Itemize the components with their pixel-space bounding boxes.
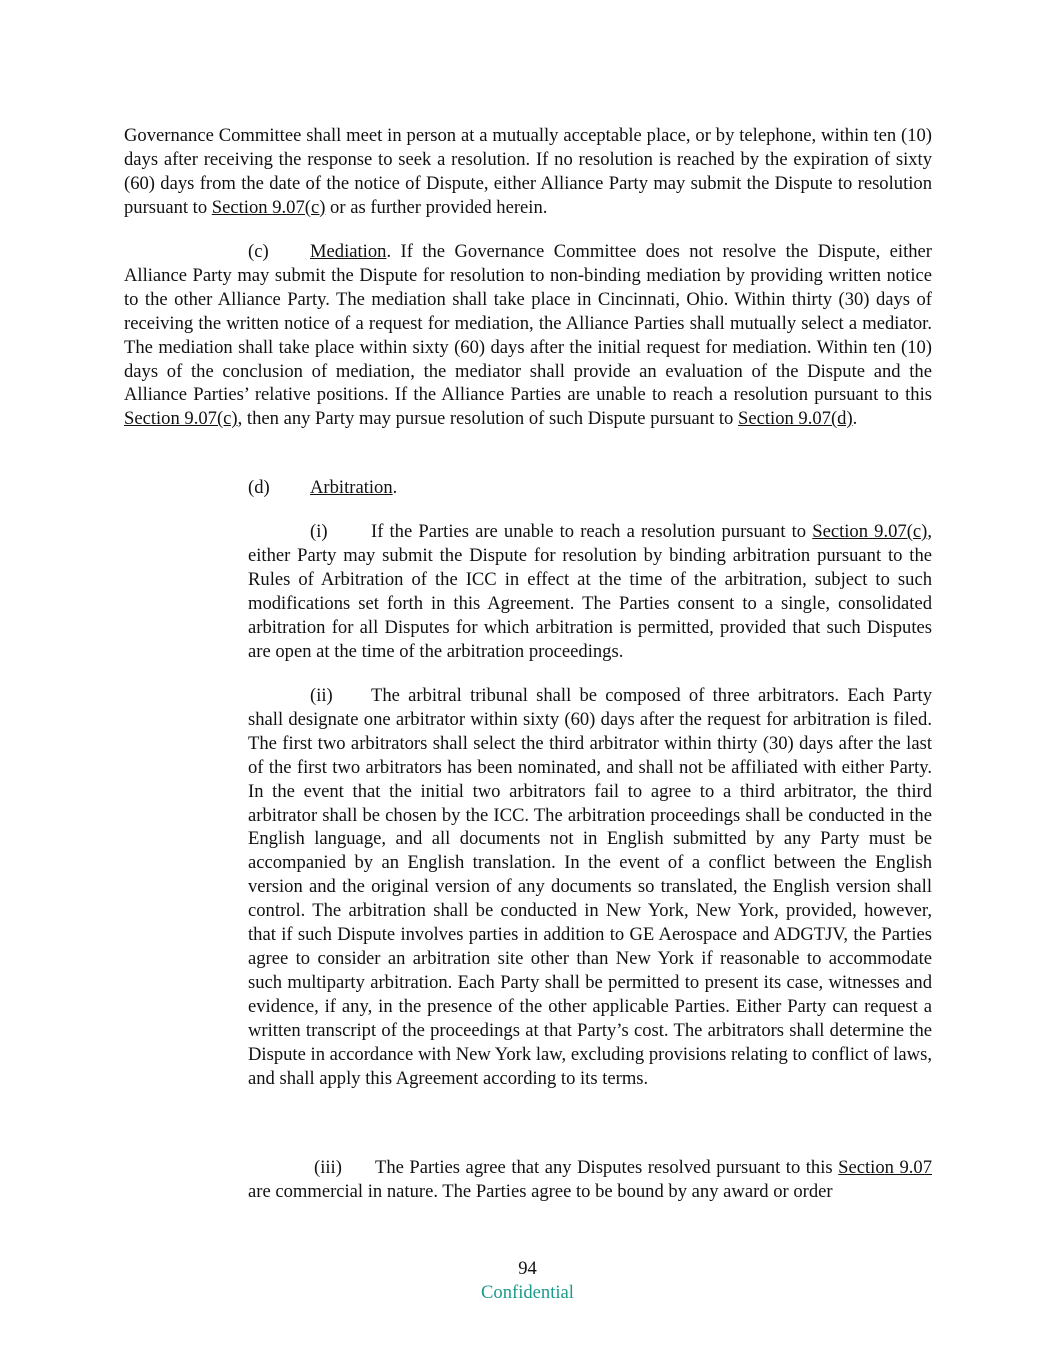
paragraph-text: . — [852, 408, 858, 430]
page-number: 94 — [518, 1258, 537, 1279]
confidential-label: Confidential — [481, 1282, 574, 1303]
paragraph-text: . If the Governance Committee does not resolve the Dispute, either Alliance Party may submit the Dispute for resolution to non-binding mediation by providing written notice to the other Alliance Party. The mediation shall take place in Cincinnati, Ohio. Within thirty (30) days of receiving the written notice of a request for mediation, the Alliance Parties shall mutually select a mediator. The mediation shall take place within sixty (60) days after the initial request for mediation. Within ten (10) days of the conclusion of mediation, the mediator shall provide an evaluation of the Dispute and the Alliance Parties’ relative positions. If the Alliance Parties are unable to reach a resolution pursuant to this — [124, 241, 932, 406]
paragraph-text: are commercial in nature. The Parties agree to be bound by any award or order — [248, 1180, 833, 1202]
subparagraph-ii — [248, 684, 932, 1090]
section-reference: Section 9.07(c) — [812, 521, 928, 542]
section-reference: Section 9.07(d) — [738, 408, 853, 430]
paragraph-d-arbitration — [248, 476, 932, 500]
paragraph-c-mediation — [124, 240, 932, 431]
subclause-label: (iii) — [314, 1157, 342, 1178]
clause-label: (d) — [248, 477, 270, 498]
section-reference: Section 9.07(c) — [211, 196, 326, 218]
paragraph-text: , either Party may submit the Dispute for resolution by binding arbitration pursuant to the Rules of Arbitration of the ICC in effect at the time of the arbitration, subject to such modifications set forth in this Agreement. The Parties consent to a single, consolidated arbitration for all Disputes for which arbitration is permitted, provided that such Disputes are open at the time of the arbitration proceedings. — [248, 521, 932, 662]
paragraph-text: The arbitral tribunal shall be composed of three arbitrators. Each Party shall designate one arbitrator within sixty (60) days after the request for arbitration is filed. The first two arbitrators shall select the third arbitrator within thirty (30) days after the last of the first two arbitrators has been nominated, and shall not be affiliated with either Party. In the event that the initial two arbitrators fail to agree to a third arbitrator, the third arbitrator shall be chosen by the ICC. The arbitration proceedings shall be conducted in the English language, and all documents not in English submitted by any Party must be accompanied by an English translation. In the event of a conflict between the English version and the original version of any documents so translated, the English version shall control. The arbitration shall be conducted in New York, New York, provided, however, that if such Dispute involves parties in addition to GE Aerospace and ADGTJV, the Parties agree to consider an arbitration site other than New York if reasonable to accommodate such multiparty arbitration. Each Party shall be permitted to present its case, witnesses and evidence, if any, in the presence of the other applicable Parties. Either Party can request a written transcript of the proceedings at that Party’s cost. The arbitrators shall determine the Dispute in accordance with New York law, excluding provisions relating to conflict of laws, and shall apply this Agreement according to its terms. — [248, 685, 932, 1089]
paragraph-text: The Parties agree that any Disputes resolved pursuant to this — [375, 1157, 839, 1178]
subparagraph-i — [248, 520, 932, 663]
clause-heading: Mediation — [310, 241, 387, 262]
clause-heading: Arbitration — [310, 477, 393, 498]
subclause-label: (i) — [310, 521, 328, 542]
paragraph-continued — [124, 124, 932, 220]
paragraph-text: or as further provided herein. — [325, 196, 548, 218]
paragraph-text: . — [392, 477, 398, 498]
clause-label: (c) — [248, 241, 269, 262]
section-reference: Section 9.07(c) — [124, 408, 238, 430]
section-reference: Section 9.07 — [838, 1157, 932, 1178]
subparagraph-iii — [248, 1156, 932, 1204]
paragraph-text: Governance Committee shall meet in person at a mutually acceptable place, or by telephone, within ten (10) days after receiving the response to seek a resolution. If no resolution is reached by the expiration of sixty (60) days from the date of the notice of Dispute, either Alliance Party may submit the Dispute to resolution pursuant to — [124, 125, 932, 218]
subclause-label: (ii) — [310, 685, 333, 706]
paragraph-text: , then any Party may pursue resolution of such Dispute pursuant to — [237, 408, 739, 430]
paragraph-text: If the Parties are unable to reach a resolution pursuant to — [371, 521, 813, 542]
